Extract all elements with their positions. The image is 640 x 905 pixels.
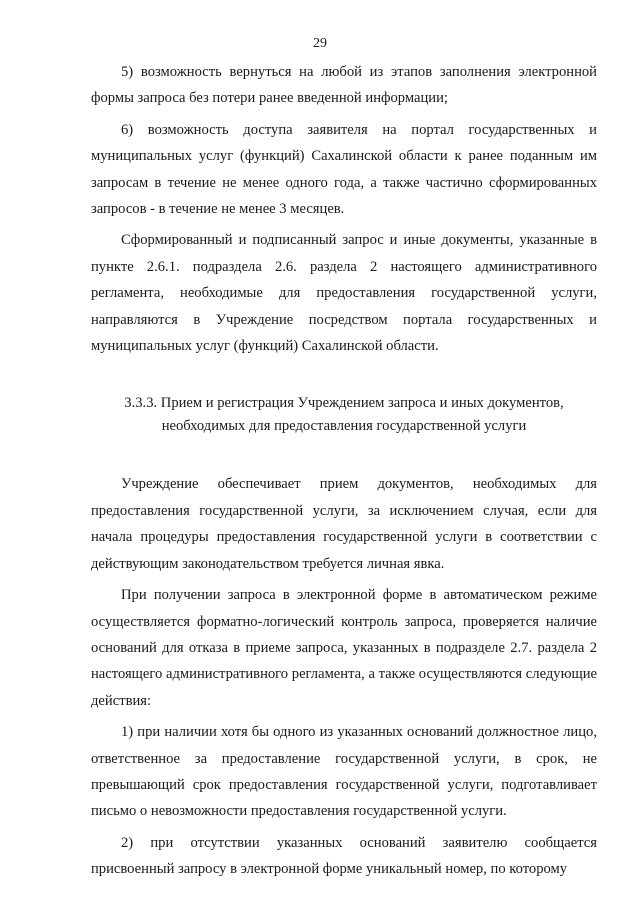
page-number: 29 — [313, 36, 327, 51]
document-body — [91, 59, 597, 888]
section-heading-line-2: необходимых для предоставления государственной услуги — [161, 418, 527, 435]
paragraph-automatic-check: При получении запроса в электронной форме в автоматическом режиме осуществляется форматно-логический контроль запроса, проверяется наличие оснований для отказа в приеме запроса, указанных в подразделе 2.7. раздела 2 настоящего административного регламента, а также осуществляются следующие действия: — [91, 587, 597, 709]
paragraph-item-5: 5) возможность вернуться на любой из этапов заполнения электронной формы запроса без потери ранее введенной информации; — [91, 64, 597, 107]
paragraph-item-6: 6) возможность доступа заявителя на портал государственных и муниципальных услуг (функций) Сахалинской области к ранее поданным им запросам в течение не менее одного года, а также частично сформированных запросов - в течение не менее 3 месяцев. — [91, 121, 597, 218]
paragraph-item-1: 1) при наличии хотя бы одного из указанных оснований должностное лицо, ответственное за предоставление государственной услуги, в срок, не превышающий срок предоставления государственной услуги, подготавливает письмо о невозможности предоставления государственной услуги. — [91, 724, 597, 820]
paragraph-submission: Сформированный и подписанный запрос и иные документы, указанные в пункте 2.6.1. подраздела 2.6. раздела 2 настоящего административного регламента, необходимые для предоставления государственной услуги, направляются в Учреждение посредством портала государственных и муниципальных услуг (функций) Сахалинской области. — [91, 232, 597, 355]
section-heading — [91, 392, 597, 438]
paragraph-reception: Учреждение обеспечивает прием документов, необходимых для предоставления государственной услуги, за исключением случая, если для начала процедуры предоставления государственной услуги в соответствии с действующим законодательством требуется личная явка. — [91, 476, 597, 572]
paragraph-item-2: 2) при отсутствии указанных оснований заявителю сообщается присвоенный запросу в электронной форме уникальный номер, по которому — [91, 834, 597, 878]
section-heading-line-1: 3.3.3. Прием и регистрация Учреждением запроса и иных документов, — [124, 395, 564, 412]
